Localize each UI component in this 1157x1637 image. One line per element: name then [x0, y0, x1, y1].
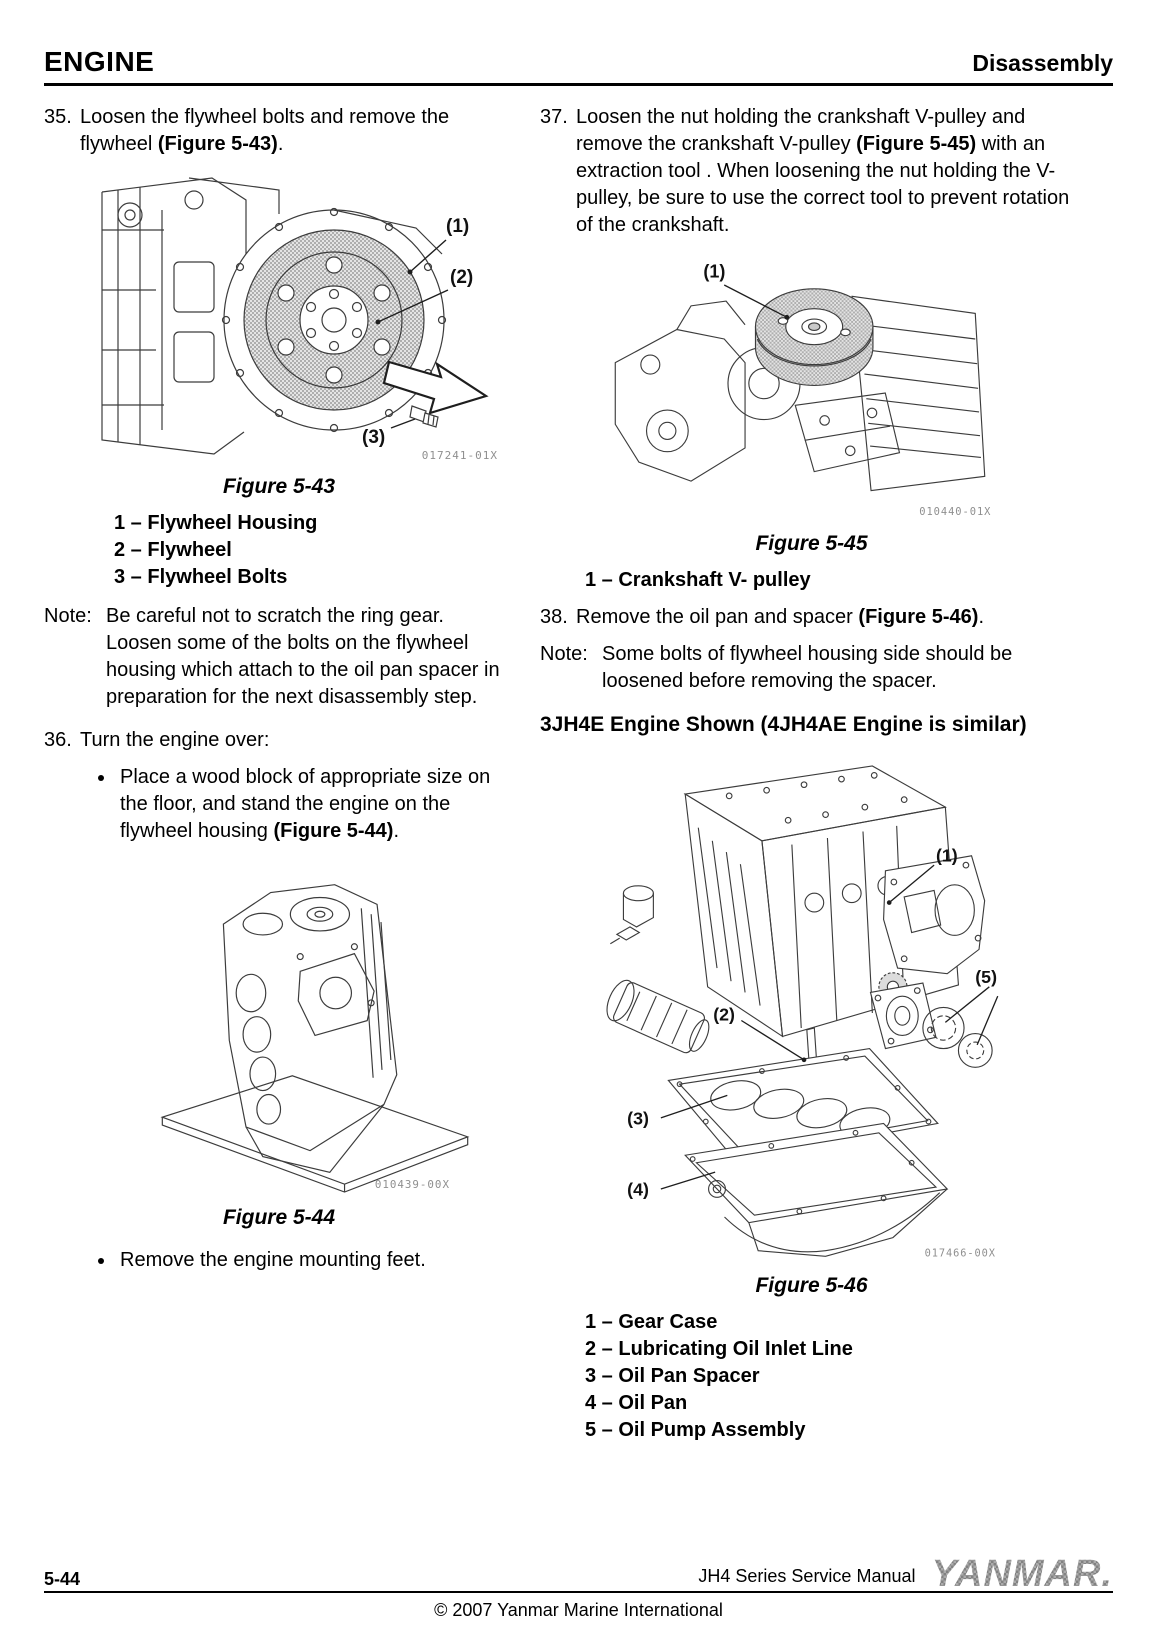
v-pulley-sketch — [755, 289, 872, 386]
step-38-pre: Remove the oil pan and spacer — [576, 606, 859, 628]
fig46-legend-item-5: 5 – Oil Pump Assembly — [585, 1419, 806, 1441]
step-35-pre: Loosen the flywheel bolts and remove the flywheel — [80, 106, 450, 155]
header-rule — [44, 83, 1113, 86]
bullet-wood-block-figref: (Figure 5-44) — [273, 820, 394, 842]
figure-5-44 — [150, 863, 514, 1193]
bullet-wood-block — [116, 764, 514, 845]
left-column — [44, 104, 514, 1444]
oil-pressure-sensor-sketch — [610, 886, 653, 944]
note-ring-gear — [44, 603, 514, 711]
page-number: 5-44 — [44, 1569, 81, 1589]
section-title: ENGINE — [44, 46, 155, 77]
step-38-text — [576, 604, 1083, 631]
fig45-image-code: 010440-01X — [919, 506, 992, 519]
fig46-image-code: 017466-00X — [924, 1247, 996, 1260]
step-35 — [44, 104, 514, 158]
figure-5-44-drawing — [150, 863, 480, 1193]
fig45-caption: Figure 5-45 — [755, 532, 868, 555]
step-37-text — [576, 104, 1083, 239]
step-37-post: with an extraction tool . When loosening the nut holding the V-pulley, be sure to use the correct tool to prevent rotation of the crankshaft. — [576, 133, 1070, 236]
step-35-number: 35. — [44, 106, 72, 128]
fig45-legend — [540, 567, 1083, 594]
page-footer — [44, 1552, 1113, 1621]
fig46-legend — [540, 1309, 1083, 1444]
note-text: Be careful not to scratch the ring gear. Loosen some of the bolts on the flywheel housing which attach to the oil pan spacer in preparation for the next disassembly step. — [106, 605, 500, 708]
yanmar-logo: YANMAR. — [931, 1552, 1113, 1595]
fig45-callout-1: (1) — [703, 261, 726, 282]
copyright-line: © 2007 Yanmar Marine International — [434, 1600, 723, 1620]
fig43-legend — [44, 510, 514, 591]
fig46-legend-item-4: 4 – Oil Pan — [585, 1392, 688, 1414]
step-37-pre: Loosen the nut holding the crankshaft V-pulley and remove the crankshaft V-pulley — [576, 106, 1026, 155]
gear-case-sketch — [884, 856, 985, 974]
figure-5-46 — [560, 751, 1083, 1261]
step-38-post: . — [978, 606, 984, 628]
step-37 — [540, 104, 1083, 239]
fig46-callout-3: (3) — [627, 1108, 649, 1129]
step-36-text: Turn the engine over: — [80, 729, 270, 751]
step-37-figref: (Figure 5-45) — [856, 133, 977, 155]
fig46-legend-item-2: 2 – Lubricating Oil Inlet Line — [585, 1338, 853, 1360]
step-38-figref: (Figure 5-46) — [858, 606, 979, 628]
note-label: Note: — [540, 643, 588, 665]
fig46-callout-2: (2) — [713, 1004, 735, 1025]
step-37-number: 37. — [540, 106, 568, 128]
mounting-feet-bullets — [116, 1247, 514, 1274]
step-36-bullets — [116, 764, 514, 845]
wood-block-sketch — [162, 1076, 467, 1192]
fig46-callout-1: (1) — [935, 845, 958, 866]
fig45-legend-item-1: 1 – Crankshaft V- pulley — [585, 569, 811, 591]
fig46-caption: Figure 5-46 — [755, 1274, 868, 1297]
note-spacer-bolts — [540, 641, 1083, 695]
subsection-title: Disassembly — [972, 50, 1113, 76]
fig46-callout-4: (4) — [627, 1179, 649, 1200]
fig43-image-code: 017241-01X — [421, 449, 498, 462]
bullet-wood-block-post: . — [393, 820, 400, 842]
right-column — [540, 104, 1083, 1444]
bullet-wood-block-pre: Place a wood block of appropriate size on the floor, and stand the engine on the flywheel housing — [120, 766, 491, 842]
footer-row — [44, 1552, 1113, 1595]
figure-5-45 — [590, 249, 1083, 519]
step-35-text — [80, 104, 514, 158]
fig43-callout-2: (2) — [450, 267, 474, 288]
fig46-callout-5: (5) — [975, 967, 998, 988]
fig43-callout-1: (1) — [446, 216, 470, 237]
figure-5-45-drawing — [590, 249, 1010, 519]
step-36 — [44, 727, 514, 754]
footer-right — [698, 1552, 1113, 1595]
fig43-legend-item-3: 3 – Flywheel Bolts — [114, 566, 288, 588]
fig44-caption: Figure 5-44 — [222, 1206, 336, 1229]
figure-5-43-drawing — [94, 170, 504, 462]
fig43-legend-item-2: 2 – Flywheel — [114, 539, 232, 561]
fig44-image-code: 010439-00X — [374, 1178, 450, 1192]
step-35-figref: (Figure 5-43) — [157, 133, 278, 155]
engine-shown-subheading: 3JH4E Engine Shown (4JH4AE Engine is similar) — [540, 713, 1027, 736]
engine-upright-sketch — [223, 885, 396, 1173]
fig43-legend-item-1: 1 – Flywheel Housing — [114, 512, 318, 534]
step-36-number: 36. — [44, 729, 72, 751]
fig43-caption: Figure 5-43 — [222, 475, 336, 498]
note-text: Some bolts of flywheel housing side should be loosened before removing the spacer. — [602, 643, 1013, 692]
two-column-body — [44, 104, 1113, 1444]
step-35-post: . — [277, 133, 284, 155]
fig43-callout-3: (3) — [362, 427, 386, 448]
oil-filter-sketch — [602, 976, 715, 1058]
fig46-legend-item-1: 1 – Gear Case — [585, 1311, 718, 1333]
step-38-number: 38. — [540, 606, 568, 628]
note-label: Note: — [44, 605, 92, 627]
fig46-legend-item-3: 3 – Oil Pan Spacer — [585, 1365, 760, 1387]
figure-5-43 — [94, 170, 514, 462]
step-38 — [540, 604, 1083, 631]
figure-5-46-drawing — [560, 751, 1020, 1261]
bullet-mounting-feet: • Remove the engine mounting feet. — [116, 1247, 514, 1274]
manual-title: JH4 Series Service Manual — [698, 1566, 916, 1586]
page-header — [44, 46, 1113, 78]
